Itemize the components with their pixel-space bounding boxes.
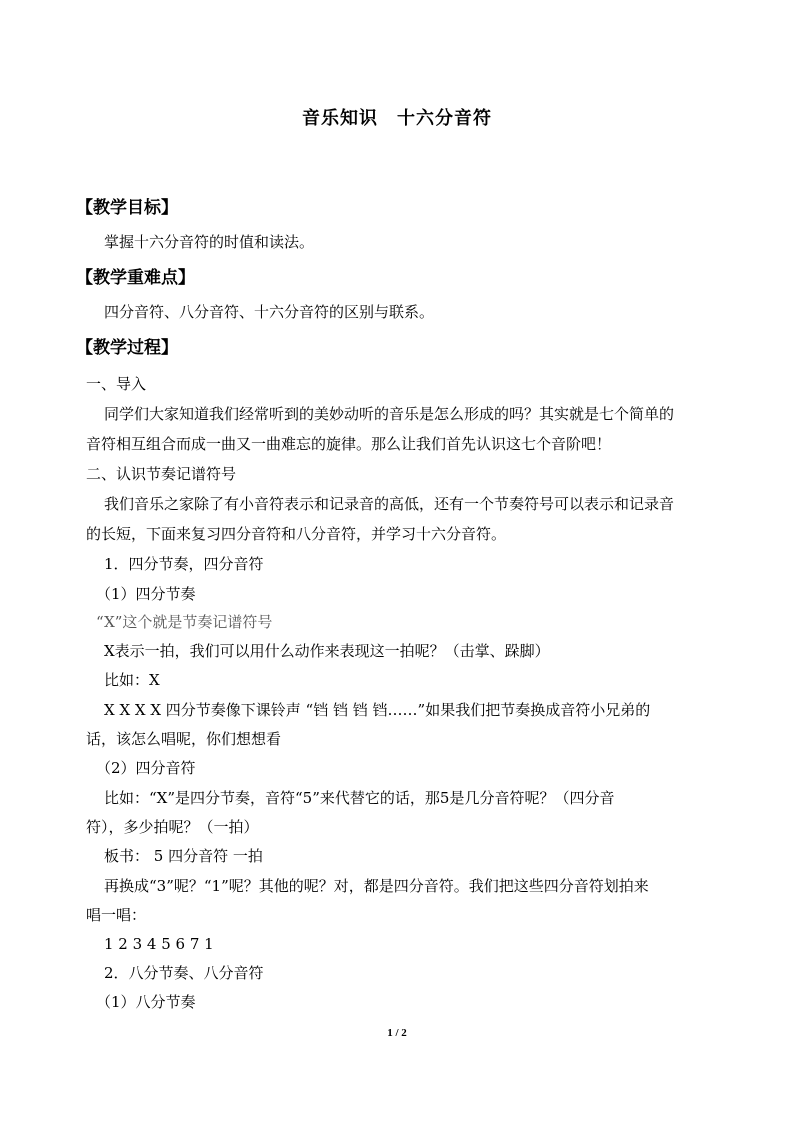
paragraph-rhythm-line1: 我们音乐之家除了有小音符表示和记录音的高低，还有一个节奏符号可以表示和记录音: [104, 495, 675, 513]
item-quarter-note: （2）四分音符: [96, 759, 196, 777]
item-eighth-rhythm: （1）八分节奏: [96, 993, 196, 1011]
example-x: 比如：X: [104, 671, 160, 689]
heading-process: 【教学过程】: [76, 338, 178, 358]
x-beat-text: X表示一拍，我们可以用什么动作来表现这一拍呢？（击掌、跺脚）: [104, 642, 550, 660]
objective-text: 掌握十六分音符的时值和读法。: [104, 233, 315, 251]
scale-notes: 1 2 3 4 5 6 7 1: [104, 935, 214, 953]
replace-line1: 再换成“3”呢？“1”呢？其他的呢？对，都是四分音符。我们把这些四分音符划拍来: [104, 877, 649, 895]
paragraph-intro-line1: 同学们大家知道我们经常听到的美妙动听的音乐是怎么形成的吗？其实就是七个简单的: [104, 405, 675, 423]
rhythm-xxxx-line2: 话，该怎么唱呢，你们想想看: [86, 730, 282, 748]
item-quarter: 1．四分节奏，四分音符: [104, 555, 264, 573]
page-title: 音乐知识 十六分音符: [302, 108, 492, 129]
x-symbol-text: “X”这个就是节奏记谱符号: [96, 613, 273, 631]
key-points-text: 四分音符、八分音符、十六分音符的区别与联系。: [104, 303, 435, 321]
heading-key-points: 【教学重难点】: [76, 268, 195, 288]
paragraph-intro-line2: 音符相互组合而成一曲又一曲难忘的旋律。那么让我们首先认识这七个音阶吧！: [86, 435, 612, 453]
page-number: 1 / 2: [387, 1027, 407, 1039]
section-intro: 一、导入: [86, 375, 147, 393]
heading-objectives: 【教学目标】: [76, 198, 178, 218]
item-eighth: 2．八分节奏、八分音符: [104, 964, 264, 982]
paragraph-rhythm-line2: 的长短，下面来复习四分音符和八分音符，并学习十六分音符。: [86, 525, 507, 543]
section-rhythm: 二、认识节奏记谱符号: [86, 465, 237, 483]
rhythm-xxxx-line1: X X X X 四分节奏像下课铃声 “铛 铛 铛 铛……”如果我们把节奏换成音符小兄弟的: [104, 701, 651, 719]
example-note-line1: 比如：“X”是四分节奏，音符“5”来代替它的话，那5是几分音符呢？（四分音: [104, 789, 615, 807]
example-note-line2: 符），多少拍呢？（一拍）: [86, 818, 259, 836]
replace-line2: 唱一唱：: [86, 906, 147, 924]
board-text: 板书： 5 四分音符 一拍: [104, 847, 263, 865]
item-quarter-rhythm: （1）四分节奏: [96, 585, 196, 603]
